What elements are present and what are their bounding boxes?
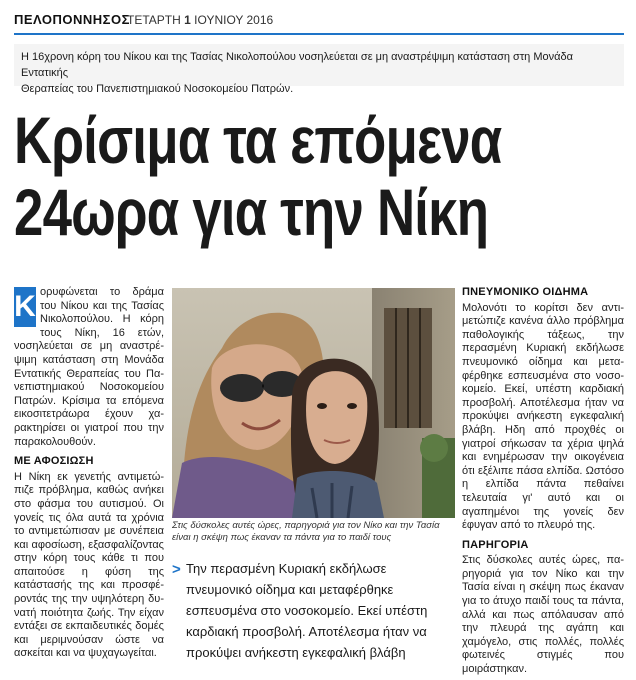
masthead <box>14 12 624 32</box>
right-column <box>462 286 624 677</box>
body-consolation: Στις δύσκολες αυτές ώρες, παρηγοριά για τον Νίκο και την Τασία είναι η σκέψη πως έκαναν για το άτυχο παιδί τους τα πάντα, αλλά και πως απόλαυσαν από την πλευρά της αγάπη και χαμόγελο, στις πολλές, πολλές φωτεινές στιγμές που μοιράστηκαν. <box>462 554 624 676</box>
headline-line-1: Κρίσιμα τα επόμενα <box>14 103 502 177</box>
subhead-pulmonary: ΠΝΕΥΜΟΝΙΚΟ ΟΙΔΗΜΑ <box>462 286 589 298</box>
intro-text: ορυφώνεται το δράμα του Νίκου και της Τασίας Νικολοπούλου. Η κόρη τους Νίκη, 16 ετών, νοσηλεύεται σε μη αναστρέψιμη κατάσταση στη Μονάδα Εντατικής Θεραπείας του Πανεπιστημιακού Νοσοκομείου Πατρών. Κρίσιμα τα επόμενα εικοσιτετράωρα έχουν χαρακτηρίσει οι γιατροί που την παρακολουθούν. <box>14 286 164 448</box>
pull-quote-text: Την περασμένη Κυριακή εκδήλωσε πνευμονικό οίδημα και μεταφέρθηκε εσπευσμένα στο νοσοκομείο. Εκεί υπέστη καρδιακή προσβολή. Αποτέλεσμα ήταν να προκύψει ανήκεστη εγκεφαλική βλάβη <box>186 561 428 660</box>
date-weekday: ΤΕΤΑΡΤΗ <box>127 13 181 27</box>
body-devotion: Η Νίκη εκ γενετής αντιμετώπιζε πρόβλημα, καθώς ανήκει στο φάσμα του αυτισμού. Οι γονείς τις όλα αυτά τα χρόνια το αντιμετώπισαν με συνέπεια και αφοσίωση, εξασφαλίζοντας στην κόρη τους κάθε τι που απαιτούσε η φύση της κατάστασής της και προσφέροντάς της την υψηλότερη δυνατή ποιότητα ζωής. Την είχαν εντάξει σε εκπαιδευτικές δομές και μεριμνούσαν ώστε να ασκείται και να ψυχαγωγείται. <box>14 470 164 660</box>
lede-line-2: Θεραπείας του Πανεπιστημιακού Νοσοκομείου Πατρών. <box>21 83 294 95</box>
left-column <box>14 286 164 661</box>
mother-daughter-photo <box>172 288 455 518</box>
body-pulmonary: Μολονότι το κορίτσι δεν αντιμετώπιζε κανένα άλλο πρόβλημα παθολογικής τάξεως, την περασμένη Κυριακή εκδήλωσε πνευμονικό οίδημα και μεταφέρθηκε εσπευσμένα στο νοσοκομείο. Εκεί, υπέστη καρδιακή προσβολή. Αποτέλεσμα ήταν να προκύψει ανήκεστη εγκεφαλική βλάβη. Ηδη από προχθές οι γιατροί σήκωσαν τα χέρια ψηλά και ενημέρωσαν την οικογένεια ότι εξέλιπε πάσα ελπίδα. Ωστόσο η ελπίδα πάντα πεθαίνει τελευταία γι' αυτό και οι αγαπημένοι της γονείς δεν έφυγαν από το πλευρό της. <box>462 301 624 532</box>
issue-date <box>127 13 273 27</box>
masthead-rule <box>14 33 624 35</box>
lede-line-1: Η 16χρονη κόρη του Νίκου και της Τασίας Νικολοπούλου νοσηλεύεται σε μη αναστρέψιμη κατάσταση στη Μονάδα Εντατικής <box>21 51 573 79</box>
lede-box <box>14 44 624 95</box>
date-day: 1 <box>184 13 191 27</box>
pull-quote <box>172 558 455 663</box>
subhead-consolation: ΠΑΡΗΓΟΡΙΑ <box>462 538 529 551</box>
pull-quote-marker-icon: > <box>172 561 181 578</box>
intro-paragraph <box>14 286 164 449</box>
headline-line-2: 24ωρα για την Νίκη <box>14 175 489 249</box>
photo-caption: Στις δύσκολες αυτές ώρες, παρηγοριά για τον Νίκο και την Τασία είναι η σκέψη πως έκαναν τα πάντα για το παιδί τους <box>172 520 440 543</box>
dropcap: Κ <box>14 287 36 327</box>
article-photo <box>172 288 455 518</box>
date-month-year: ΙΟΥΝΙΟΥ 2016 <box>194 13 274 27</box>
subhead-devotion: ΜΕ ΑΦΟΣΙΩΣΗ <box>14 455 94 468</box>
headline <box>14 104 504 248</box>
newspaper-brand: ΠΕΛΟΠΟΝΝΗΣΟΣ <box>14 12 130 27</box>
